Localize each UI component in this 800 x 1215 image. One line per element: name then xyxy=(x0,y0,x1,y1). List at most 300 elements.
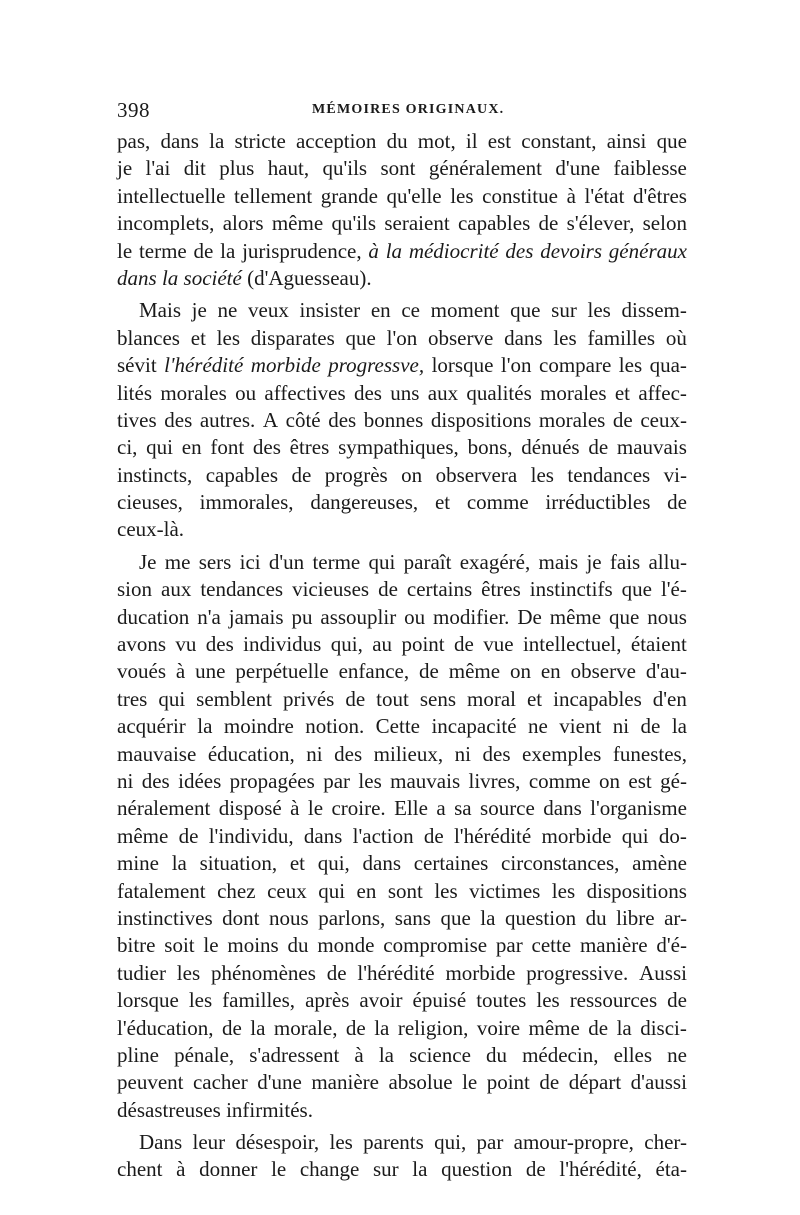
word: n'a xyxy=(197,604,221,629)
word: tres xyxy=(117,686,148,711)
text-line xyxy=(117,434,687,461)
word: perpétuelle xyxy=(235,659,329,684)
word: que xyxy=(440,905,471,930)
word: s'adressent xyxy=(249,1042,340,1067)
word: change xyxy=(299,1157,360,1182)
word: paraît xyxy=(403,549,452,574)
word: les xyxy=(329,1130,353,1155)
word: chent xyxy=(117,1157,163,1182)
word: morales xyxy=(160,380,227,405)
word: croire. xyxy=(331,796,386,821)
word: la xyxy=(412,1157,428,1182)
word: vient xyxy=(559,714,602,739)
word: les xyxy=(216,325,240,350)
word: les xyxy=(553,325,577,350)
word: uns xyxy=(390,380,420,405)
word: mot, xyxy=(417,129,456,153)
text-line xyxy=(117,658,687,685)
word: le xyxy=(203,933,219,958)
word: la xyxy=(161,265,179,290)
word: dans xyxy=(117,265,157,290)
text-line xyxy=(117,1129,687,1156)
word: que xyxy=(608,604,640,629)
word: dans xyxy=(362,851,402,876)
word: l'hérédité xyxy=(453,823,532,848)
word: morales xyxy=(540,380,607,405)
word: dans xyxy=(303,823,343,848)
word: le xyxy=(271,1157,287,1182)
word: désespoir, xyxy=(235,1130,320,1155)
text-line xyxy=(117,1015,687,1042)
word: morales xyxy=(538,407,606,432)
word: ducation xyxy=(117,604,190,629)
text-line xyxy=(117,1042,687,1069)
word: acception xyxy=(295,129,377,153)
text-line xyxy=(117,352,687,379)
word: soit xyxy=(164,933,195,958)
word: religion, xyxy=(397,1015,469,1040)
text-line xyxy=(117,795,687,822)
word: dont xyxy=(222,905,260,930)
word: ce xyxy=(401,298,420,323)
word: fatalement xyxy=(117,878,206,903)
word: observe xyxy=(428,325,494,350)
word: sont xyxy=(387,878,423,903)
word: ni xyxy=(612,714,630,739)
text-line xyxy=(117,1156,687,1183)
word: la xyxy=(616,1015,632,1040)
text-line xyxy=(117,960,687,987)
word: des xyxy=(482,741,511,766)
word: elles xyxy=(613,1042,653,1067)
word: de xyxy=(667,490,687,515)
text-line xyxy=(117,604,687,631)
running-title: MÉMOIRES ORIGINAUX. xyxy=(312,102,505,117)
word: tives xyxy=(117,407,157,432)
word: faiblesse xyxy=(613,156,687,181)
word: acquérir xyxy=(117,714,186,739)
word: jurisprudence, xyxy=(242,238,362,263)
word: les xyxy=(358,768,382,793)
word: de xyxy=(345,686,366,711)
page-number: 398 xyxy=(117,98,150,122)
word: veux xyxy=(248,298,289,323)
word: incomplets, xyxy=(117,211,215,236)
word: manière xyxy=(579,933,648,958)
word: pu xyxy=(291,604,313,629)
word: comme xyxy=(528,768,591,793)
word: individus xyxy=(243,632,322,657)
word: capables xyxy=(457,211,531,236)
word: exemples xyxy=(522,741,602,766)
word: la xyxy=(480,905,496,930)
text-line xyxy=(117,462,687,489)
word: des xyxy=(505,238,534,263)
word: mauvais xyxy=(616,435,687,460)
word: de xyxy=(612,407,633,432)
word: Dans xyxy=(139,1130,183,1155)
word: qui xyxy=(621,823,649,848)
word: généralement xyxy=(428,156,543,181)
word: et xyxy=(289,851,306,876)
word: avoir xyxy=(359,988,403,1013)
word: tendances xyxy=(200,577,284,602)
text-line xyxy=(117,823,687,850)
word: la xyxy=(171,851,187,876)
word: nous xyxy=(647,604,687,629)
word: ne xyxy=(528,714,548,739)
word: moral xyxy=(467,686,516,711)
word: amour-propre, xyxy=(513,1130,634,1155)
text-line xyxy=(117,878,687,905)
word: ci, xyxy=(117,435,138,460)
word: ou xyxy=(235,380,257,405)
text-line xyxy=(117,128,687,155)
word: même xyxy=(549,604,602,629)
word: irréductibles xyxy=(545,490,651,515)
word: alors xyxy=(222,211,264,236)
word: éducation, xyxy=(207,741,295,766)
page-header xyxy=(117,98,687,124)
word: funestes, xyxy=(612,741,687,766)
word: des xyxy=(353,380,382,405)
word: de xyxy=(539,1070,560,1095)
word: phénomènes xyxy=(210,960,316,985)
word: infirmités. xyxy=(226,1097,313,1122)
word: l'é- xyxy=(660,577,687,602)
word: bonnes xyxy=(363,407,424,432)
word: étaient xyxy=(630,632,687,657)
text-line xyxy=(117,932,687,959)
word: selon xyxy=(642,211,687,236)
word: tellement xyxy=(234,183,313,208)
word: des xyxy=(328,407,357,432)
word: la xyxy=(385,238,403,263)
word: même xyxy=(528,1015,580,1040)
word: je xyxy=(117,156,133,181)
word: la xyxy=(197,714,213,739)
word: de xyxy=(178,823,199,848)
word: compromise xyxy=(383,933,488,958)
word: ne xyxy=(667,1042,687,1067)
word: épuisé xyxy=(412,988,467,1013)
text-line xyxy=(117,516,687,543)
word: lorsque xyxy=(431,353,494,378)
word: d'en xyxy=(652,686,687,711)
text-line xyxy=(117,576,687,603)
word: dit xyxy=(183,156,206,181)
word: est xyxy=(487,129,512,153)
word: les xyxy=(434,878,458,903)
text-line xyxy=(117,631,687,658)
word: capables xyxy=(205,462,278,487)
word: de xyxy=(221,1015,242,1040)
word: la xyxy=(209,129,225,153)
word: morbide xyxy=(250,353,321,378)
word: qu'ils xyxy=(331,211,377,236)
word: aux xyxy=(161,577,192,602)
word: seraient xyxy=(384,211,450,236)
text-line xyxy=(117,741,687,768)
word: grande xyxy=(320,183,378,208)
word: de xyxy=(588,435,609,460)
word: s'élever, xyxy=(566,211,635,236)
word: moins xyxy=(227,933,279,958)
word: milieux, xyxy=(373,741,444,766)
word: moment xyxy=(430,298,500,323)
word: ceux- xyxy=(640,407,687,432)
word: compare xyxy=(539,353,612,378)
word: même xyxy=(448,659,501,684)
word: dispositions xyxy=(586,878,687,903)
word: familles, xyxy=(222,988,296,1013)
word: société xyxy=(183,265,242,290)
word: qui xyxy=(318,878,346,903)
word: l'on xyxy=(500,353,532,378)
word: sur xyxy=(372,1157,399,1182)
word: néralement xyxy=(117,796,211,821)
word: familles xyxy=(587,325,656,350)
word: côté xyxy=(285,407,321,432)
word: et xyxy=(526,686,543,711)
word: de xyxy=(378,577,398,602)
word: de xyxy=(538,211,559,236)
word: Mais xyxy=(139,298,181,323)
word: Je xyxy=(139,549,157,574)
word: en xyxy=(370,298,391,323)
word: l'état xyxy=(584,183,625,208)
text-line xyxy=(117,549,687,576)
word: peuvent xyxy=(117,1070,184,1095)
word: ceux xyxy=(267,878,307,903)
word: qui xyxy=(158,686,186,711)
word: tout xyxy=(376,686,409,711)
word: d'une xyxy=(555,156,601,181)
text-line xyxy=(117,407,687,434)
word: circonstances, xyxy=(501,851,620,876)
word: science xyxy=(409,1042,471,1067)
word: parlons, xyxy=(318,905,386,930)
word: disci- xyxy=(640,1015,687,1040)
text-line xyxy=(117,987,687,1014)
word: de xyxy=(345,1015,366,1040)
word: vu xyxy=(175,632,197,657)
word: morale, xyxy=(273,1015,338,1040)
word: sens xyxy=(419,686,456,711)
word: progrès xyxy=(324,462,388,487)
word: à xyxy=(176,1157,186,1182)
text-line xyxy=(117,183,687,210)
word: vicieuses xyxy=(292,577,370,602)
word: que xyxy=(621,577,652,602)
word: sans xyxy=(394,905,431,930)
word: point xyxy=(401,632,445,657)
word: je xyxy=(191,298,207,323)
word: ni xyxy=(117,768,134,793)
text-line xyxy=(117,850,687,877)
word: sévit xyxy=(117,353,157,378)
word: mauvais xyxy=(390,768,461,793)
word: de xyxy=(193,238,214,263)
word: lorsque xyxy=(117,988,179,1013)
word: morbide xyxy=(445,960,516,985)
word: cette xyxy=(531,933,572,958)
word: lités xyxy=(117,380,152,405)
word: constitue xyxy=(482,183,558,208)
word: de xyxy=(326,960,347,985)
word: incapables xyxy=(553,686,642,711)
word: ni xyxy=(306,741,323,766)
word: des xyxy=(252,435,281,460)
word: que xyxy=(345,325,376,350)
word: constant, xyxy=(521,129,597,153)
text-line xyxy=(117,713,687,740)
word: même xyxy=(271,211,324,236)
word: affectives xyxy=(264,380,346,405)
word: De xyxy=(517,604,542,629)
word: idées xyxy=(178,768,222,793)
word: affec- xyxy=(638,380,687,405)
word: et xyxy=(434,490,451,515)
word: les xyxy=(587,298,611,323)
word: cieuses, xyxy=(117,490,183,515)
word: notion. xyxy=(305,714,365,739)
word: le xyxy=(307,796,324,821)
word: bitre xyxy=(117,933,156,958)
word: dissem- xyxy=(621,298,687,323)
word: des xyxy=(334,741,363,766)
word: ceux-là. xyxy=(117,517,185,542)
word: la xyxy=(374,1015,390,1040)
word: progressive. xyxy=(526,960,629,985)
word: plus xyxy=(219,156,255,181)
word: amène xyxy=(632,851,687,876)
word: insister xyxy=(299,298,361,323)
word: les xyxy=(176,960,201,985)
word: libre xyxy=(616,905,655,930)
word: Aussi xyxy=(639,960,687,985)
word: que xyxy=(510,298,541,323)
text-line xyxy=(117,489,687,516)
word: désastreuses xyxy=(117,1097,221,1122)
word: l'ai xyxy=(145,156,171,181)
word: voire xyxy=(476,1015,521,1040)
word: des xyxy=(205,632,234,657)
word: disparates xyxy=(250,325,335,350)
word: observe xyxy=(570,659,636,684)
word: autres. xyxy=(199,407,256,432)
word: font xyxy=(210,435,245,460)
word: les xyxy=(536,988,560,1013)
word: sympathiques, xyxy=(338,435,459,460)
word: semblent xyxy=(196,686,272,711)
word: Cette xyxy=(375,714,420,739)
word: pas, xyxy=(117,129,151,153)
word: tendances xyxy=(567,462,651,487)
word: intellectuel, xyxy=(522,632,622,657)
text-line xyxy=(117,265,687,292)
text-line xyxy=(117,1097,687,1124)
word: propagées xyxy=(229,768,315,793)
word: après xyxy=(305,988,350,1013)
word: instinctifs xyxy=(529,577,613,602)
word: en xyxy=(540,659,561,684)
word: médecin, xyxy=(522,1042,599,1067)
word: il xyxy=(465,129,478,153)
word: le xyxy=(117,238,133,263)
word: sion xyxy=(117,577,153,602)
word: aux xyxy=(427,380,459,405)
word: blances xyxy=(117,325,180,350)
word: par xyxy=(476,1130,504,1155)
word: je xyxy=(586,549,602,574)
word: les xyxy=(188,988,213,1013)
word: assouplir xyxy=(320,604,397,629)
word: cher- xyxy=(644,1130,687,1155)
word: qu'elle xyxy=(386,183,442,208)
word: dénués xyxy=(521,435,580,460)
word: la xyxy=(671,714,687,739)
word: l'hérédité xyxy=(164,353,244,378)
word: voués xyxy=(117,659,166,684)
word: observera xyxy=(435,462,518,487)
word: source xyxy=(480,796,535,821)
word: vi- xyxy=(663,462,687,487)
word: disposé xyxy=(218,796,282,821)
word: question xyxy=(504,905,577,930)
word: l'individu, xyxy=(208,823,294,848)
word: modifier. xyxy=(433,604,510,629)
word: d'au- xyxy=(645,659,687,684)
word: l'hérédité xyxy=(357,960,435,985)
word: ne xyxy=(217,298,238,323)
word: fais xyxy=(609,549,641,574)
word: certains xyxy=(406,577,473,602)
word: qui, xyxy=(317,851,350,876)
word: d'êtres xyxy=(633,183,687,208)
word: intellectuelle xyxy=(117,183,226,208)
body-text xyxy=(117,128,687,1184)
word: monde xyxy=(317,933,375,958)
text-line xyxy=(117,905,687,932)
word: où xyxy=(665,325,687,350)
word: A xyxy=(262,407,279,432)
word: en xyxy=(181,435,202,460)
word: êtres xyxy=(289,435,330,460)
word: dangereuses, xyxy=(310,490,419,515)
word: les xyxy=(618,353,643,378)
word: progressve, xyxy=(328,353,425,378)
word: de xyxy=(640,714,661,739)
text-line xyxy=(117,155,687,182)
word: manière xyxy=(311,1070,379,1095)
word: dans xyxy=(160,129,199,153)
word: les xyxy=(450,183,474,208)
word: d'aussi xyxy=(630,1070,687,1095)
word: mauvaise xyxy=(117,741,197,766)
word: qua- xyxy=(649,353,687,378)
word: morbide xyxy=(541,823,612,848)
text-line xyxy=(117,325,687,352)
word: gé- xyxy=(660,768,687,793)
word: sa xyxy=(454,796,472,821)
word: qualités xyxy=(466,380,532,405)
word: en xyxy=(356,878,377,903)
word: chez xyxy=(217,878,256,903)
word: de xyxy=(667,988,687,1013)
word: qui xyxy=(146,435,173,460)
word: vue xyxy=(483,632,514,657)
